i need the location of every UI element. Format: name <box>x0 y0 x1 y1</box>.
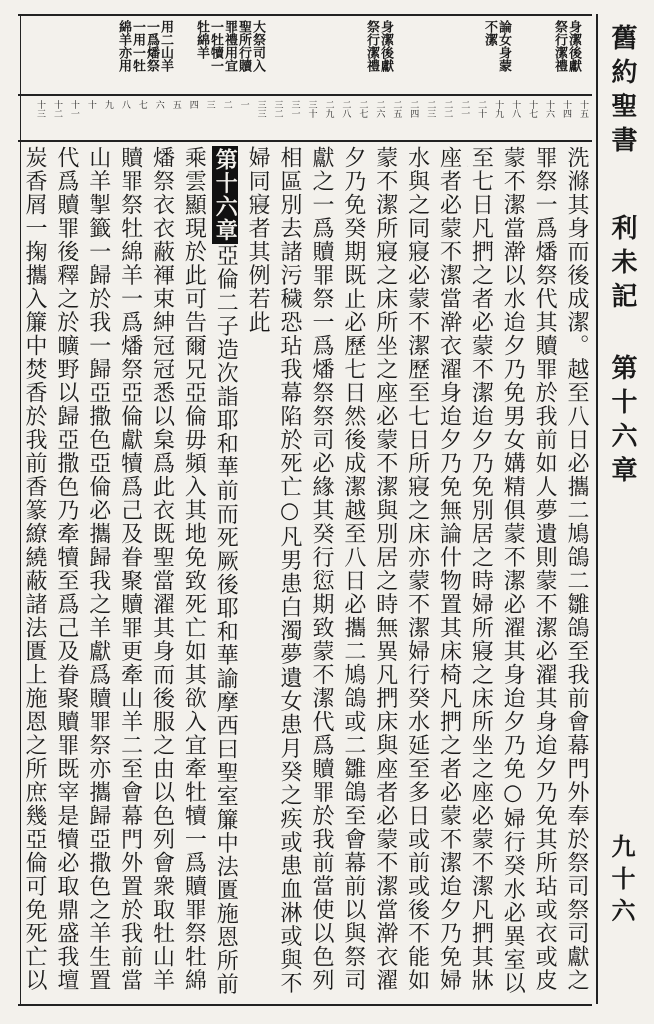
verse-number: 三十 <box>306 100 317 118</box>
verse-number: 十六 <box>544 100 555 118</box>
verse-number: 十四 <box>561 100 572 118</box>
header-note: 一牡犢一 <box>208 20 223 72</box>
text-column: 乘雲顯現於此可告爾兄亞倫毋頻入其地免致死亡如其欲入宜牽牡犢一爲贖罪祭牡綿 <box>181 146 207 992</box>
header-note: 祭行潔禮 <box>552 20 567 72</box>
page <box>14 14 642 1012</box>
verse-number: 十 <box>85 100 96 109</box>
verse-number: 八 <box>119 100 130 109</box>
verse-number: 二四 <box>408 100 419 118</box>
main-text <box>18 144 592 1006</box>
header-note: 身潔後獻 <box>566 20 581 72</box>
text-column: 座者必蒙不潔當澣衣濯身迨夕乃免無論什物置其床椅凡捫之者必蒙不潔迨夕乃免婦 <box>436 146 462 992</box>
verse-number: 十八 <box>510 100 521 118</box>
text-column: 燔祭衣衣蔽褌束紳冠冠悉以枲爲此衣既聖當濯其身而後服之由以色列會衆取牡山羊 <box>149 146 175 992</box>
text-column: 炭香屑一掬攜入簾中焚香於我前香篆繚繞蔽諸法匱上施恩之所庶幾亞倫可免死亡以 <box>21 146 47 992</box>
text-column: 夕乃免癸期既止必歷七日然後成潔越至八日必攜二鳩鴿或二雛鴿至會幕前以與祭司 <box>340 146 366 992</box>
header-note: 大祭司入 <box>250 20 265 72</box>
text-column: 蒙不潔當澣以水迨夕乃免男女媾精俱蒙不潔必濯其身迨夕乃免○婦行癸水必異室以 <box>500 146 526 995</box>
text-column: 罪祭一爲燔祭代其贖罪於我前如人夢遺則蒙不潔必濯其身迨夕乃免其所玷或衣或皮 <box>532 146 558 992</box>
chapter-marker: 第十六章 <box>212 148 239 242</box>
text-column: 水與之同寢必蒙不潔歷至七日所寢之床亦蒙不潔婦行癸水延至多日或前或後不能如 <box>404 146 430 992</box>
verse-number: 四 <box>187 100 198 109</box>
text-column: 婦同寢者其例若此 <box>245 146 271 334</box>
header-note: 不潔 <box>482 20 497 46</box>
book-title: 舊約聖書 <box>607 24 637 160</box>
verse-number: 一 <box>238 100 249 109</box>
verse-number: 二八 <box>340 100 351 118</box>
verse-number: 二 <box>221 100 232 109</box>
header-note: 用二山羊 <box>158 20 173 72</box>
verse-number-band <box>18 96 592 142</box>
verse-number: 三 <box>204 100 215 109</box>
verse-number: 十一 <box>68 100 79 118</box>
book-volume: 利未記 <box>607 214 637 316</box>
text-column: 至七日凡捫之者必蒙不潔迨夕乃免別居之時婦所寢之床所坐之座必蒙不潔凡捫其牀 <box>468 146 494 992</box>
verse-number: 九 <box>102 100 113 109</box>
text-column: 獻之一爲贖罪祭一爲燔祭祭司必緣其癸行愆期致蒙不潔代爲贖罪於我前當使以色列 <box>308 146 334 992</box>
text-column: 代爲贖罪後釋之於曠野以歸亞撒色乃牽犢至爲己及眷聚贖罪既宰是犢必取鼎盛我壇 <box>53 146 79 992</box>
verse-number: 三二 <box>272 100 283 118</box>
verse-number: 二十 <box>476 100 487 118</box>
text-column: 贖罪祭牡綿羊一爲燔祭亞倫獻犢爲己及眷聚贖罪更牽山羊二至會幕門外置於我前當 <box>117 146 143 992</box>
verse-number: 三一 <box>289 100 300 118</box>
verse-number: 三三 <box>255 100 266 118</box>
text-column: 相區別去諸污穢恐玷我幕陷於死亡○凡男患白濁夢遺女患月癸之疾或患血淋或與不 <box>277 146 303 995</box>
header-note: 聖所行贖 <box>236 20 251 72</box>
verse-number: 二三 <box>425 100 436 118</box>
header-note: 牡綿羊 <box>194 20 209 59</box>
verse-number: 十五 <box>578 100 588 118</box>
verse-number: 二六 <box>374 100 385 118</box>
verse-number: 二二 <box>442 100 453 118</box>
header-note: 一爲燔祭 <box>144 20 159 72</box>
header-note: 一用一牡 <box>130 20 145 72</box>
header-note: 身潔後獻 <box>378 20 393 72</box>
header-note: 罪禮用宜 <box>222 20 237 72</box>
verse-number: 二一 <box>459 100 470 118</box>
verse-number: 二五 <box>391 100 402 118</box>
text-column: 洗滌其身而後成潔。越至八日必攜二鳩鴿二雛鴿至我前會幕門外奉於祭司祭司獻之 <box>564 146 590 992</box>
verse-number: 七 <box>136 100 147 109</box>
header-note: 論女身蒙 <box>496 20 511 72</box>
page-number: 九十六 <box>607 834 636 930</box>
header-note: 祭行潔禮 <box>364 20 379 72</box>
verse-number: 十三 <box>34 100 45 118</box>
header-note: 綿羊亦用 <box>116 20 131 72</box>
header-notes <box>18 14 592 96</box>
verse-number: 十九 <box>493 100 504 118</box>
verse-number: 六 <box>153 100 164 109</box>
verse-number: 十二 <box>51 100 62 118</box>
verse-number: 十七 <box>527 100 538 118</box>
text-column: 第十六章亞倫二子造次詣耶和華前而死厥後耶和華諭摩西曰聖室簾中法匱施恩所前 <box>212 148 239 996</box>
verse-number: 二九 <box>323 100 334 118</box>
text-column: 山羊掣籤一歸於我一歸亞撒色亞倫必攜歸我之羊獻爲贖罪祭亦攜歸亞撒色之羊生置 <box>85 146 111 992</box>
title-column <box>596 14 642 1004</box>
chapter-title: 第十六章 <box>607 354 637 490</box>
text-column: 蒙不潔所寢之床所坐之座必蒙不潔與別居之時無異凡捫床與座者必蒙不潔當澣衣濯 <box>372 146 398 992</box>
verse-number: 二七 <box>357 100 368 118</box>
verse-number: 五 <box>170 100 181 109</box>
